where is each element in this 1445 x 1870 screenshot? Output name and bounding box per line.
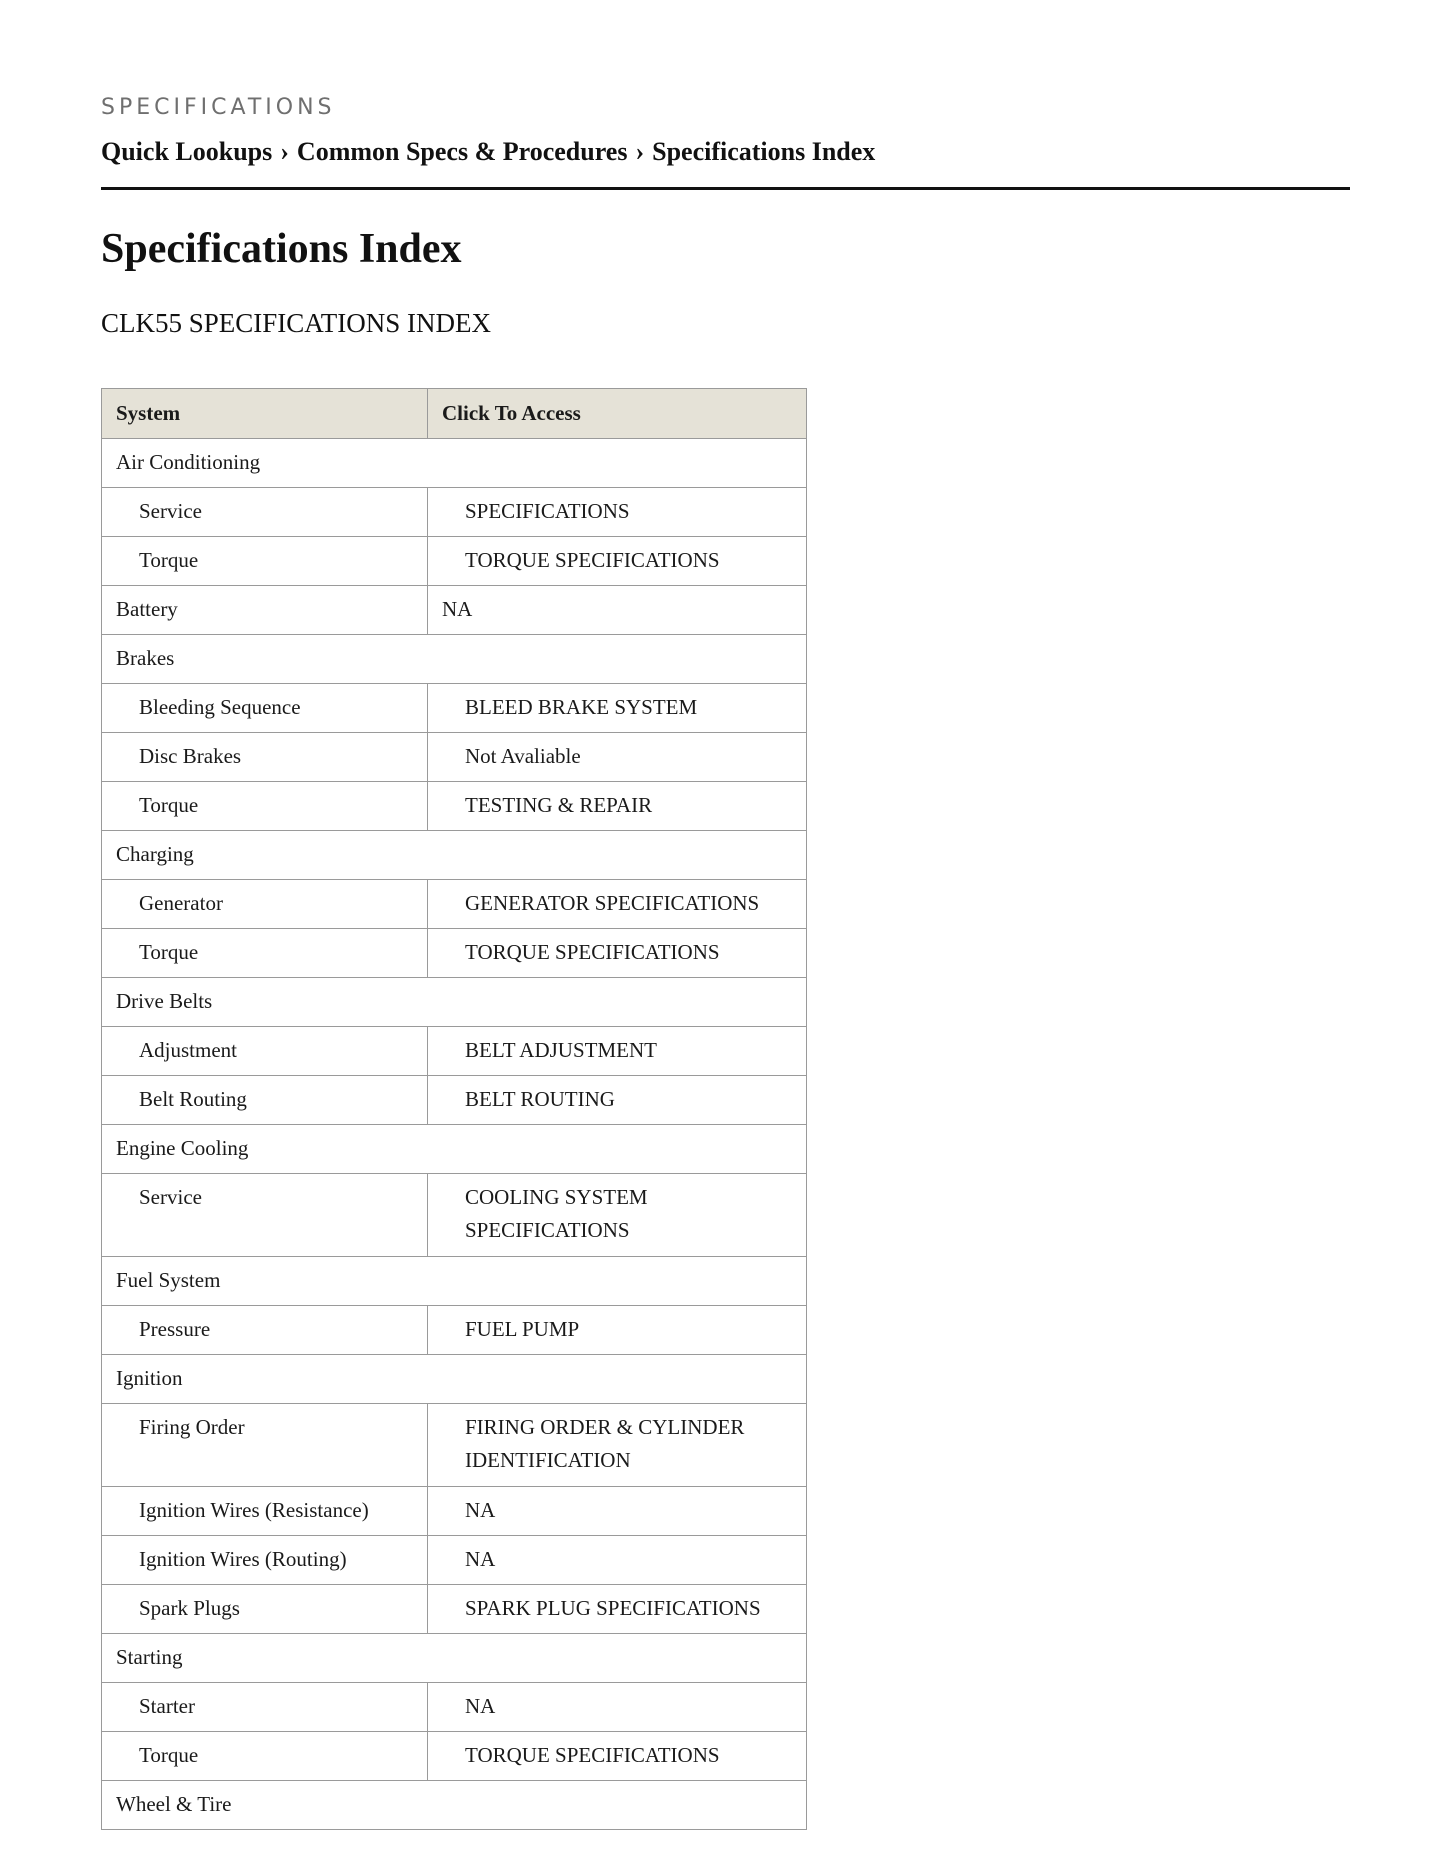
access-link[interactable]: TORQUE SPECIFICATIONS (465, 940, 720, 964)
system-cell (102, 782, 428, 831)
system-label: Starter (139, 1694, 195, 1718)
access-cell (428, 684, 807, 733)
group-cell (102, 1125, 807, 1174)
group-label: Fuel System (116, 1268, 221, 1292)
table-row (102, 929, 807, 978)
group-label: Brakes (116, 646, 175, 670)
system-cell (102, 929, 428, 978)
table-header-row (102, 389, 807, 439)
access-cell (428, 1174, 807, 1257)
system-cell (102, 880, 428, 929)
system-label: Torque (139, 548, 199, 572)
access-cell (428, 586, 807, 635)
system-label: Disc Brakes (139, 744, 242, 768)
access-cell (428, 1732, 807, 1781)
table-row (102, 1585, 807, 1634)
table-row (102, 1174, 807, 1257)
system-label: Adjustment (139, 1038, 237, 1062)
table-row (102, 733, 807, 782)
group-label: Starting (116, 1645, 183, 1669)
group-label: Ignition (116, 1366, 183, 1390)
system-label: Spark Plugs (139, 1596, 240, 1620)
access-cell (428, 1027, 807, 1076)
table-group-row (102, 831, 807, 880)
system-cell (102, 1585, 428, 1634)
group-label: Drive Belts (116, 989, 213, 1013)
group-cell (102, 439, 807, 488)
page-title: Specifications Index (101, 226, 462, 272)
system-label: Torque (139, 793, 199, 817)
access-link[interactable]: SPARK PLUG SPECIFICATIONS (465, 1596, 761, 1620)
system-label: Service (139, 499, 202, 523)
group-cell (102, 978, 807, 1027)
column-header-click-to-access: Click To Access (428, 389, 807, 439)
access-link[interactable]: COOLING SYSTEM SPECIFICATIONS (465, 1185, 648, 1242)
system-label: Service (139, 1185, 202, 1209)
section-eyebrow: SPECIFICATIONS (101, 95, 336, 120)
system-cell (102, 488, 428, 537)
system-cell (102, 1536, 428, 1585)
table-row (102, 1732, 807, 1781)
access-link[interactable]: TORQUE SPECIFICATIONS (465, 548, 720, 572)
group-cell (102, 1781, 807, 1830)
system-label: Ignition Wires (Routing) (139, 1547, 347, 1571)
table-group-row (102, 1634, 807, 1683)
system-cell (102, 1027, 428, 1076)
system-cell (102, 1683, 428, 1732)
group-label: Wheel & Tire (116, 1792, 232, 1816)
column-header-system: System (102, 389, 428, 439)
group-cell (102, 1355, 807, 1404)
access-value: Not Avaliable (465, 744, 581, 768)
table-row (102, 537, 807, 586)
system-cell (102, 1306, 428, 1355)
group-label: Engine Cooling (116, 1136, 249, 1160)
access-cell (428, 1585, 807, 1634)
system-cell (102, 733, 428, 782)
system-label: Ignition Wires (Resistance) (139, 1498, 369, 1522)
table-row (102, 782, 807, 831)
group-label: Air Conditioning (116, 450, 261, 474)
access-cell (428, 1536, 807, 1585)
system-cell (102, 1076, 428, 1125)
system-label: Torque (139, 1743, 199, 1767)
system-label: Torque (139, 940, 199, 964)
table-group-row (102, 1355, 807, 1404)
table-row (102, 684, 807, 733)
system-label: Bleeding Sequence (139, 695, 301, 719)
access-cell (428, 880, 807, 929)
system-cell (102, 537, 428, 586)
page-subtitle: CLK55 SPECIFICATIONS INDEX (101, 308, 492, 338)
system-cell (102, 586, 428, 635)
access-cell (428, 1404, 807, 1487)
access-link[interactable]: SPECIFICATIONS (465, 499, 630, 523)
system-label: Battery (116, 597, 178, 621)
table-row (102, 880, 807, 929)
system-label: Firing Order (139, 1415, 245, 1439)
specifications-table (101, 388, 807, 1830)
group-cell (102, 1634, 807, 1683)
breadcrumb-common-specs[interactable]: Common Specs & Procedures (296, 137, 628, 166)
access-link[interactable]: FIRING ORDER & CYLINDER IDENTIFICATION (465, 1415, 745, 1472)
group-cell (102, 635, 807, 684)
table-group-row (102, 978, 807, 1027)
access-link[interactable]: TORQUE SPECIFICATIONS (465, 1743, 720, 1767)
system-cell (102, 1732, 428, 1781)
table-row (102, 1306, 807, 1355)
breadcrumb-current-page: Specifications Index (652, 137, 876, 166)
breadcrumb-quick-lookups[interactable]: Quick Lookups (101, 137, 273, 166)
table-group-row (102, 1257, 807, 1306)
table-row (102, 1683, 807, 1732)
breadcrumb-separator: › (280, 137, 289, 166)
access-value: NA (465, 1547, 496, 1571)
access-value: NA (465, 1694, 496, 1718)
table-row (102, 488, 807, 537)
system-cell (102, 1487, 428, 1536)
system-cell (102, 1404, 428, 1487)
access-link[interactable]: FUEL PUMP (465, 1317, 580, 1341)
header-divider (101, 187, 1350, 190)
table-group-row (102, 439, 807, 488)
access-cell (428, 488, 807, 537)
access-cell (428, 929, 807, 978)
access-link[interactable]: BELT ADJUSTMENT (465, 1038, 657, 1062)
access-link[interactable]: BLEED BRAKE SYSTEM (465, 695, 698, 719)
access-link[interactable]: GENERATOR SPECIFICATIONS (465, 891, 760, 915)
table-row (102, 1487, 807, 1536)
access-cell (428, 1076, 807, 1125)
table-body (102, 439, 807, 1830)
access-cell (428, 1487, 807, 1536)
group-cell (102, 831, 807, 880)
group-label: Charging (116, 842, 194, 866)
table-row (102, 1536, 807, 1585)
table-group-row (102, 635, 807, 684)
system-label: Belt Routing (139, 1087, 247, 1111)
breadcrumb-separator: › (635, 137, 645, 166)
table-row (102, 1076, 807, 1125)
breadcrumb (101, 137, 875, 167)
access-link[interactable]: TESTING & REPAIR (465, 793, 653, 817)
system-label: Generator (139, 891, 223, 915)
access-cell (428, 537, 807, 586)
table-row (102, 586, 807, 635)
access-cell (428, 782, 807, 831)
access-value: NA (465, 1498, 496, 1522)
access-cell (428, 733, 807, 782)
table-row (102, 1027, 807, 1076)
table-group-row (102, 1125, 807, 1174)
access-value: NA (442, 597, 473, 621)
table-group-row (102, 1781, 807, 1830)
table-row (102, 1404, 807, 1487)
system-cell (102, 684, 428, 733)
system-label: Pressure (139, 1317, 211, 1341)
system-cell (102, 1174, 428, 1257)
access-link[interactable]: BELT ROUTING (465, 1087, 615, 1111)
group-cell (102, 1257, 807, 1306)
access-cell (428, 1306, 807, 1355)
access-cell (428, 1683, 807, 1732)
